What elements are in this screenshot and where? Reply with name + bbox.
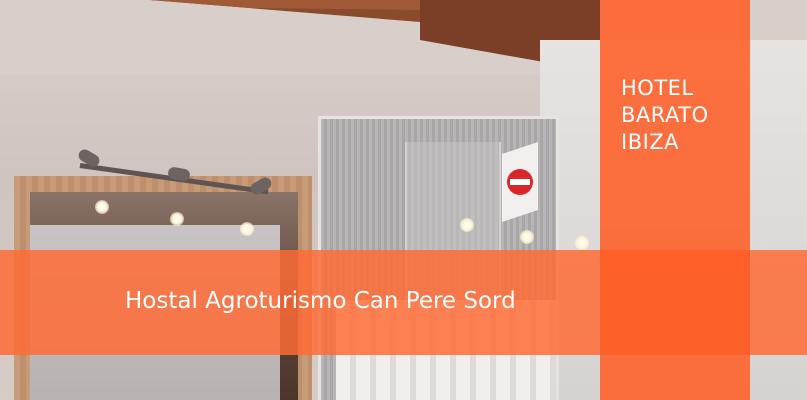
light-glow <box>240 222 254 236</box>
no-entry-sign-icon <box>500 140 540 225</box>
badge-line-ibiza: IBIZA <box>621 130 680 154</box>
light-glow <box>460 218 474 232</box>
light-glow <box>170 212 184 226</box>
light-glow <box>520 230 534 244</box>
badge-panel <box>600 0 750 400</box>
badge-line-barato: BARATO <box>621 103 709 127</box>
hotel-name: Hostal Agroturismo Can Pere Sord <box>125 288 516 314</box>
light-glow <box>95 200 109 214</box>
light-glow <box>575 236 589 250</box>
badge-text <box>621 75 709 156</box>
badge-line-hotel: HOTEL <box>621 76 694 100</box>
